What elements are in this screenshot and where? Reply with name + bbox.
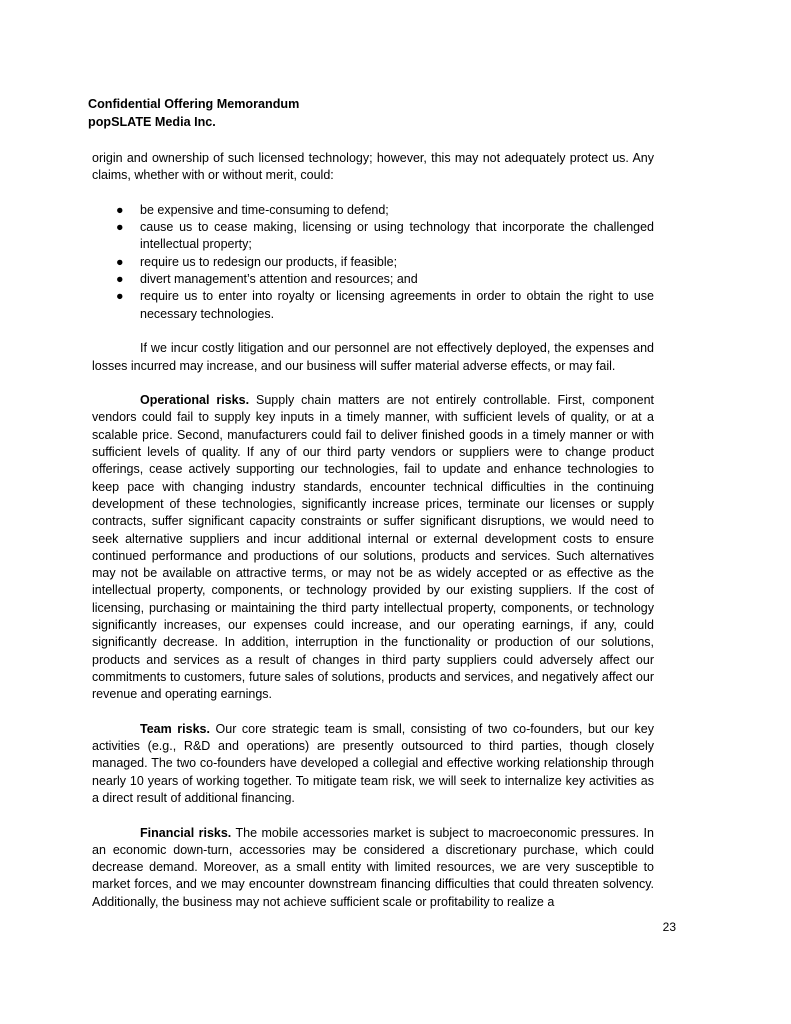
financial-risks-text: The mobile accessories market is subject to macroeconomic pressures. In an economic down-turn, accessories may be considered a discretionary purchase, which could decrease demand. Moreover, as a small entity with limited resources, we are very susceptible to market forces, and we may encounter downstream financing difficulties that could threaten solvency. Additionally, the business may not achieve sufficient scale or profitability to realize a bbox=[92, 825, 654, 909]
bullet-icon: ● bbox=[116, 272, 124, 287]
litigation-paragraph: If we incur costly litigation and our personnel are not effectively deployed, the expenses and losses incurred may increase, and our business will suffer material adverse effects, or may fail. bbox=[92, 341, 654, 373]
operational-risks-heading: Operational risks. bbox=[140, 393, 250, 408]
bullet-icon: ● bbox=[116, 220, 124, 235]
document-body bbox=[88, 150, 654, 911]
list-item-text: be expensive and time-consuming to defend; bbox=[140, 202, 389, 217]
operational-risks-paragraph bbox=[92, 392, 654, 703]
bullet-icon: ● bbox=[116, 289, 124, 304]
list-item bbox=[92, 254, 654, 271]
claims-list bbox=[92, 202, 654, 323]
list-item bbox=[92, 271, 654, 288]
page-number: 23 bbox=[662, 920, 676, 935]
team-risks-text: Our core strategic team is small, consisting of two co-founders, but our key activities (e.g., R&D and operations) are presently outsourced to third parties, though closely managed. The two co-founders have developed a collegial and effective working relationship through nearly 10 years of working together. To mitigate team risk, we will seek to internalize key activities as a direct result of additional financing. bbox=[92, 721, 654, 805]
list-item bbox=[92, 288, 654, 323]
financial-risks-paragraph bbox=[92, 825, 654, 911]
document-header bbox=[88, 96, 658, 131]
bullet-icon: ● bbox=[116, 254, 124, 269]
operational-risks-text: Supply chain matters are not entirely controllable. First, component vendors could fail to supply key inputs in a timely manner, with sufficient levels of quality, or at a scalable price. Second, manufacturers could fail to deliver finished goods in a timely manner or with sufficient levels of quality. If any of our third party vendors or suppliers were to change product offerings, cease actively supporting our technologies, fail to update and enhance technologies to keep pace with changing industry standards, encounter technical difficulties in the continuing development of these technologies, significantly increase prices, terminate our licenses or supply contracts, suffer significant capacity constraints or suffer significant disruptions, we would need to seek alternative suppliers and incur additional internal or external development costs to ensure continued performance and productions of our solutions, products and services. Such alternatives may not be available on attractive terms, or may not be as widely accepted or as effective as the intellectual property, components, or technology provided by our existing suppliers. If the cost of licensing, purchasing or maintaining the third party intellectual property, components, or technology significantly increases, our expenses could increase, and our operating earnings, if any, could significantly decrease. In addition, interruption in the functionality or production of our solutions, products and services as a result of changes in third party suppliers could adversely affect our commitments to customers, future sales of solutions, products and services, and negatively affect our revenue and operating earnings. bbox=[92, 393, 654, 702]
list-item bbox=[92, 202, 654, 219]
list-item-text: divert management’s attention and resources; and bbox=[140, 272, 418, 287]
team-risks-heading: Team risks. bbox=[140, 721, 210, 736]
list-item-text: cause us to cease making, licensing or using technology that incorporate the challenged intellectual property; bbox=[140, 220, 654, 252]
header-company: popSLATE Media Inc. bbox=[88, 114, 216, 129]
intro-paragraph: origin and ownership of such licensed technology; however, this may not adequately protect us. Any claims, whether with or without merit, could: bbox=[92, 151, 654, 183]
header-title: Confidential Offering Memorandum bbox=[88, 97, 300, 111]
team-risks-paragraph bbox=[92, 721, 654, 807]
list-item-text: require us to redesign our products, if feasible; bbox=[140, 254, 398, 269]
list-item bbox=[92, 219, 654, 254]
list-item-text: require us to enter into royalty or licensing agreements in order to obtain the right to use necessary technologies. bbox=[140, 289, 654, 321]
financial-risks-heading: Financial risks. bbox=[140, 825, 232, 840]
bullet-icon: ● bbox=[116, 202, 124, 217]
